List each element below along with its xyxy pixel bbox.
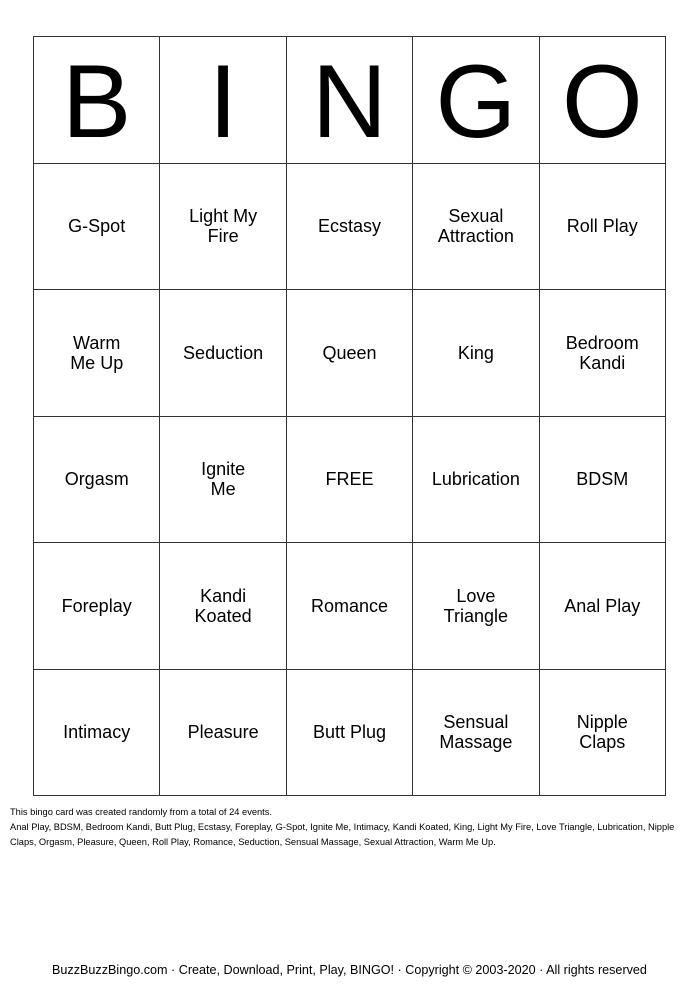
bingo-cell: Sensual Massage: [413, 669, 539, 796]
header-letter-g: G: [413, 37, 539, 164]
info-summary: This bingo card was created randomly from a total of 24 events.: [10, 807, 272, 817]
bingo-cell: Bedroom Kandi: [539, 290, 665, 417]
bingo-cell: King: [413, 290, 539, 417]
bingo-cell: Foreplay: [34, 543, 160, 670]
bingo-cell: Roll Play: [539, 163, 665, 290]
bingo-cell: Anal Play: [539, 543, 665, 670]
info-event-list: Anal Play, BDSM, Bedroom Kandi, Butt Plug, Ecstasy, Foreplay, G-Spot, Ignite Me, Intimacy, Kandi Koated, King, Light My Fire, Love Triangle, Lubrication, Nipple Claps, Orgasm, Pleasure, Queen, Roll Play, Romance, Seduction, Sensual Massage, Sexual Attraction, Warm Me Up.: [10, 822, 675, 847]
bingo-cell: Orgasm: [34, 416, 160, 543]
card-row: [34, 416, 666, 543]
bingo-cell: Love Triangle: [413, 543, 539, 670]
bingo-cell: Warm Me Up: [34, 290, 160, 417]
bingo-cell: Ecstasy: [286, 163, 412, 290]
bingo-cell: Queen: [286, 290, 412, 417]
bingo-cell: Kandi Koated: [160, 543, 286, 670]
header-letter-n: N: [286, 37, 412, 164]
header-letter-b: B: [34, 37, 160, 164]
bingo-cell: Lubrication: [413, 416, 539, 543]
bingo-cell: Butt Plug: [286, 669, 412, 796]
bingo-cell: Nipple Claps: [539, 669, 665, 796]
header-letter-i: I: [160, 37, 286, 164]
card-row: [34, 163, 666, 290]
bingo-cell: BDSM: [539, 416, 665, 543]
header-letter-o: O: [539, 37, 665, 164]
free-space-cell: FREE: [286, 416, 412, 543]
card-info: [10, 805, 694, 850]
bingo-cell: Romance: [286, 543, 412, 670]
bingo-cell: Seduction: [160, 290, 286, 417]
footer-copyright: BuzzBuzzBingo.com · Create, Download, Print, Play, BINGO! · Copyright © 2003-2020 · All rights reserved: [52, 963, 647, 977]
bingo-cell: Pleasure: [160, 669, 286, 796]
bingo-cell: G-Spot: [34, 163, 160, 290]
bingo-cell: Sexual Attraction: [413, 163, 539, 290]
header-row: [34, 37, 666, 164]
card-row: [34, 543, 666, 670]
card-row: [34, 669, 666, 796]
bingo-cell: Ignite Me: [160, 416, 286, 543]
card-row: [34, 290, 666, 417]
bingo-cell: Light My Fire: [160, 163, 286, 290]
bingo-card: [33, 36, 666, 796]
bingo-cell: Intimacy: [34, 669, 160, 796]
